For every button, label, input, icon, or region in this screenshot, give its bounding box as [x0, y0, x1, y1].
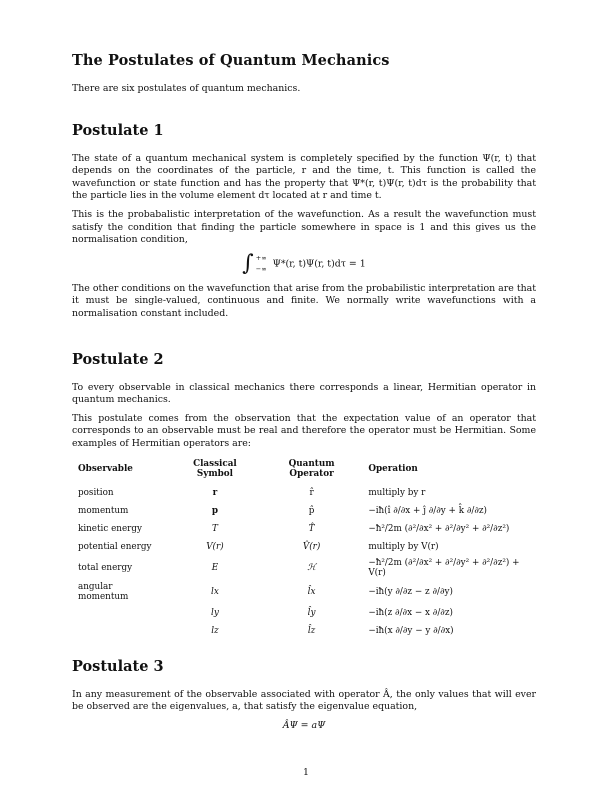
table-cell: r	[212, 487, 218, 498]
table-cell: angular momentum	[78, 581, 129, 602]
postulate-1-paragraph-1: The state of a quantum mechanical system is completely specified by the function Ψ(r, t) that depends on the coordinates of the particle, r and the time, t. This function is called the wavefunction or state function and has the property that Ψ*(r, t)Ψ(r, t)dτ is the probability that the particle lies in the volume element dτ located at r and time t.	[72, 152, 536, 202]
postulate-3-heading: Postulate 3	[72, 657, 164, 675]
postulate-3-paragraph-1: In any measurement of the observable associated with operator Â, the only values that will ever be observed are the eigenvalues, a, that satisfy the eigenvalue equation,	[72, 688, 536, 713]
table-cell: lz	[211, 625, 219, 636]
normalisation-equation	[72, 250, 536, 276]
integral-lower-limit: −∞	[255, 264, 267, 273]
table-cell: l̂x	[307, 586, 316, 597]
table-row	[72, 538, 536, 556]
table-row	[72, 520, 536, 538]
table-row	[72, 580, 536, 604]
table-cell: l̂y	[307, 607, 316, 618]
document-intro: There are six postulates of quantum mechanics.	[72, 83, 301, 94]
table-cell: potential energy	[78, 541, 152, 552]
document-page	[72, 52, 536, 739]
table-cell	[72, 604, 169, 622]
table-cell: −iħ(î ∂/∂x + ĵ ∂/∂y + k̂ ∂/∂z)	[368, 505, 487, 516]
postulate-2-paragraph-2: This postulate comes from the observation that the expectation value of an operator that corresponds to an observable must be real and therefore the operator must be Hermitian. Some examples of Hermitian operators are:	[72, 412, 536, 449]
table-cell: −iħ(z ∂/∂x − x ∂/∂z)	[368, 607, 453, 618]
table-cell: multiply by r	[368, 487, 426, 498]
table-cell: l̂z	[307, 625, 316, 636]
postulate-1-paragraph-3: The other conditions on the wavefunction that arise from the probabilistic interpretation are that it must be single-valued, continuous and finite. We normally write wavefunctions with a normalisation constant included.	[72, 282, 536, 319]
postulate-2-paragraph-1: To every observable in classical mechanics there corresponds a linear, Hermitian operator in quantum mechanics.	[72, 381, 536, 406]
table-row	[72, 604, 536, 622]
table-header-row	[72, 457, 536, 484]
table-cell: kinetic energy	[78, 523, 142, 534]
table-cell: T̂	[308, 523, 315, 534]
table-cell: multiply by V(r)	[368, 541, 439, 552]
table-row	[72, 556, 536, 580]
postulate-2-heading: Postulate 2	[72, 350, 164, 368]
table-cell: −iħ(x ∂/∂y − y ∂/∂x)	[368, 625, 454, 636]
table-cell: V̂(r)	[302, 541, 321, 552]
table-cell: E	[211, 562, 219, 573]
hermitian-operators-table	[72, 457, 536, 640]
table-cell: V(r)	[206, 541, 224, 552]
table-cell: position	[78, 487, 114, 498]
table-cell: total energy	[78, 562, 133, 573]
table-cell: ℋ	[307, 562, 316, 573]
table-cell: T	[211, 523, 218, 534]
postulate-1-paragraph-2: This is the probabalistic interpretation of the wavefunction. As a result the wavefunction must satisfy the condition that finding the particle somewhere in space is 1 and this gives us the normalisation condition,	[72, 208, 536, 246]
table-cell: −iħ(y ∂/∂z − z ∂/∂y)	[368, 586, 453, 597]
table-header-quantum-operator: Quantum Operator	[288, 458, 335, 479]
table-cell: −ħ²/2m (∂²/∂x² + ∂²/∂y² + ∂²/∂z²) + V(r)	[368, 557, 520, 578]
integral-upper-limit: +∞	[255, 253, 267, 262]
normalisation-equation-body: Ψ*(r, t)Ψ(r, t)dτ = 1	[272, 258, 366, 270]
page-number: 1	[303, 767, 309, 778]
table-row	[72, 622, 536, 640]
table-cell: r̂	[309, 487, 314, 498]
table-cell	[72, 622, 169, 640]
table-cell: lx	[211, 586, 219, 597]
table-header-classical-symbol: Classical Symbol	[193, 458, 237, 479]
integral-symbol: ∫ +∞ −∞	[242, 250, 267, 276]
table-row	[72, 484, 536, 502]
table-header-observable: Observable	[78, 463, 133, 474]
table-cell: p̂	[308, 505, 315, 516]
document-title: The Postulates of Quantum Mechanics	[72, 52, 390, 69]
table-cell: ly	[211, 607, 219, 618]
table-cell: −ħ²/2m (∂²/∂x² + ∂²/∂y² + ∂²/∂z²)	[368, 523, 510, 534]
table-header-operation: Operation	[368, 463, 418, 474]
eigenvalue-equation: ÂΨ = aΨ	[282, 719, 326, 731]
table-row	[72, 502, 536, 520]
table-cell: p	[211, 505, 218, 516]
postulate-1-heading: Postulate 1	[72, 121, 164, 139]
table-cell: momentum	[78, 505, 129, 516]
